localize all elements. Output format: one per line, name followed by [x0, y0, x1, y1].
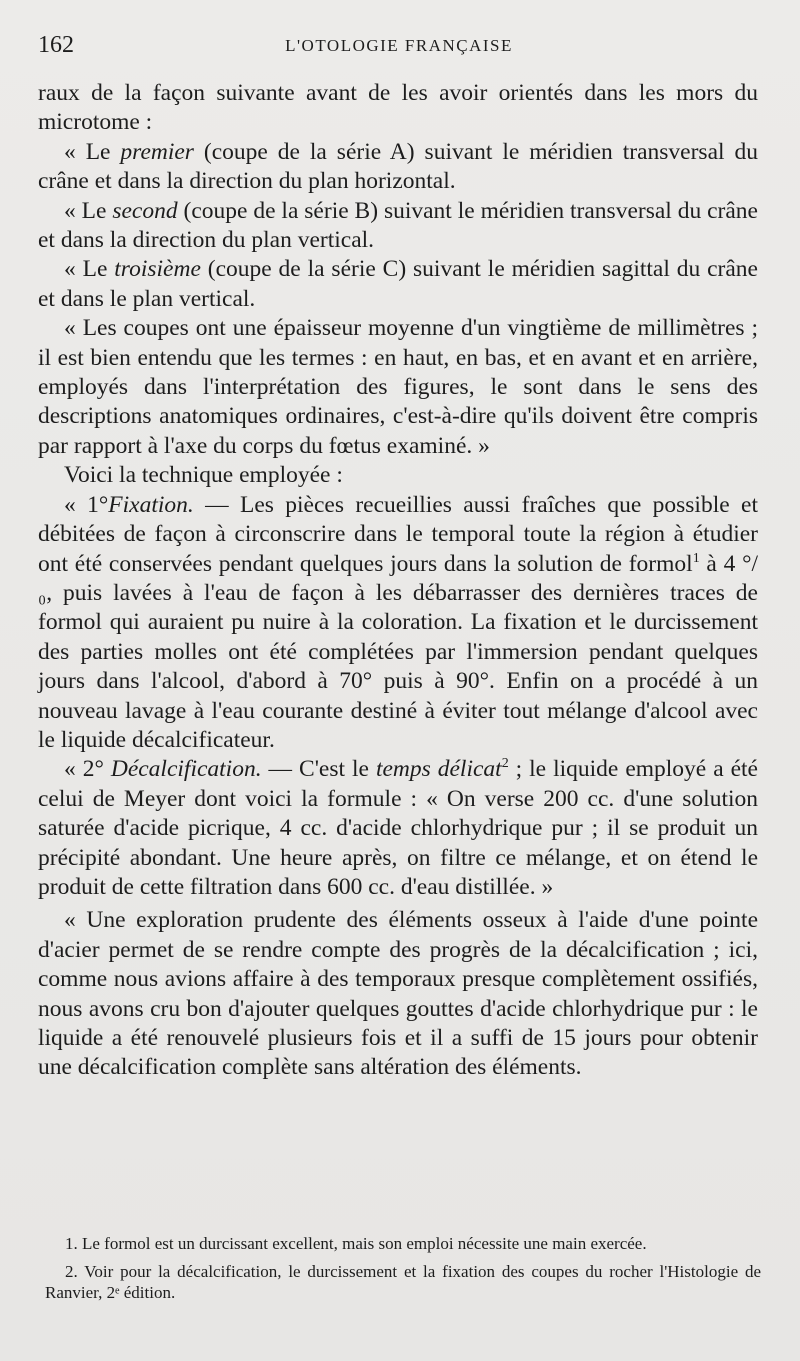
footnote-ref: 2: [501, 756, 509, 772]
footnote-ref: 1: [692, 550, 700, 566]
italic-term: troisième: [114, 256, 201, 283]
text-run: (coupe de la série A) suivant le méridien transversal du crâne et dans la direction du plan horizontal.: [38, 138, 758, 195]
text-run: « Le: [64, 197, 113, 224]
text-run: (coupe de la série C) suivant le méridien sagittal du crâne et dans le plan vertical.: [38, 256, 758, 312]
paragraph-coupes: « Les coupes ont une épaisseur moyenne d'un vingtième de millimètres ; il est bien entendu que les termes : en haut, en bas, et en avant et en arrière, employés dans l'interprétation des figures, le sont dans le sens des descriptions anatomiques ordinaires, c'est-à-dire qu'ils doivent être compris par rapport à l'axe du corps du fœtus examiné. »: [38, 315, 758, 459]
text-run: (coupe de la série B) suivant le méridien transversal du crâne et dans la direction du plan vertical.: [38, 197, 758, 254]
paragraph-exploration: « Une exploration prudente des éléments osseux à l'aide d'une pointe d'acier permet de se rendre compte des progrès de la décalcification ; ici, comme nous avions affaire à des temporaux presque complètement ossifiés, nous avons cru bon d'ajouter quelques gouttes d'acide chlorhydrique pur : le liquide a été renouvelé plusieurs fois et il a suffi de 15 jours pour obtenir une décalcification complète sans altération des éléments.: [38, 907, 758, 1081]
text-run: « Le: [64, 256, 115, 283]
paragraph-technique: Voici la technique employée :: [64, 462, 343, 489]
text-run: « 2°: [64, 756, 111, 783]
paragraph-fixation: [38, 491, 758, 756]
text-run: « Le: [64, 138, 121, 165]
page-number: 162: [38, 32, 74, 58]
paragraph-decalcification: [38, 755, 758, 902]
text-run: à 4 °/₀, puis lavées à l'eau de façon à les débarrasser des dernières traces de formol qui auraient pu nuire à la coloration. La fixation et le durcissement des parties molles ont été complétées par l'immersion pendant quelques jours dans l'alcool, d'abord à 70° puis à 90°. Enfin on a procédé à un nouveau lavage à l'eau courante destiné à éviter tout mélange d'alcool avec le liquide décalcificateur.: [38, 550, 758, 753]
paragraph-troisieme: [38, 255, 758, 314]
paragraph-premier: [38, 138, 758, 197]
text-run: ; le liquide employé a été celui de Meyer dont voici la formule : « On verse 200 cc. d'une solution saturée d'acide picrique, 4 cc. d'acide chlorhydrique pur ; il se produit un précipité abondant. Une heure après, on filtre ce mélange, et on étend le produit de cette filtration dans 600 cc. d'eau distillée. »: [38, 756, 758, 900]
italic-heading: Décalcification.: [110, 756, 262, 783]
footnote-1: 1. Le formol est un durcissant excellent, mais son emploi nécessite une main exercée.: [65, 1234, 647, 1253]
footnotes: [45, 1233, 761, 1304]
body-text: [38, 79, 758, 1083]
text-run: — C'est le: [261, 756, 376, 783]
italic-term: second: [112, 197, 178, 224]
paragraph-continuation: raux de la façon suivante avant de les avoir orientés dans les mors du microtome :: [38, 80, 758, 136]
paragraph-second: [38, 197, 758, 256]
text-run: « 1°: [64, 491, 109, 518]
text-run: — Les pièces recueillies aussi fraîches que possible et débitées de façon à circonscrire dans le temporal toute la région à étudier ont été conservées pendant quelques jours dans la solution de formol: [38, 491, 758, 577]
journal-title: L'OTOLOGIE FRANÇAISE: [285, 36, 513, 55]
italic-term: temps délicat: [375, 756, 502, 783]
footnote-2: 2. Voir pour la décalcification, le durcissement et la fixation des coupes du rocher l'Histologie de Ranvier, 2ᵉ édition.: [45, 1261, 761, 1302]
running-head: [38, 30, 760, 64]
italic-heading: Fixation.: [108, 491, 194, 518]
italic-term: premier: [120, 138, 194, 165]
